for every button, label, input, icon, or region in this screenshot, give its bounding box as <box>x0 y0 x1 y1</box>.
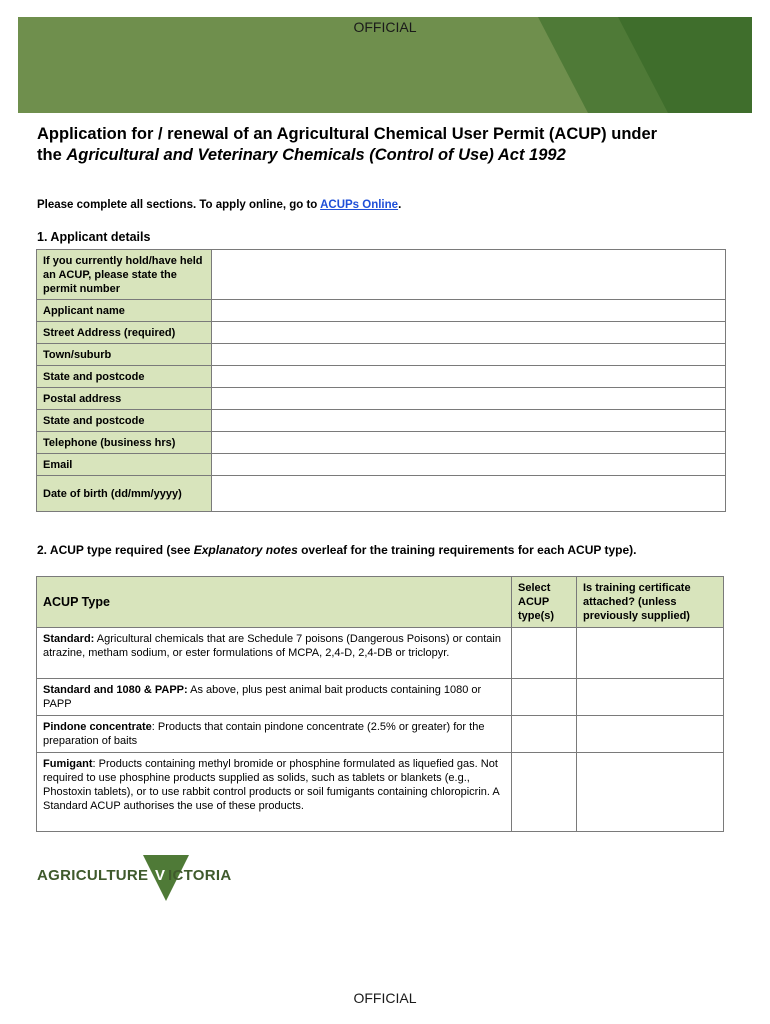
applicant-details-table <box>36 249 726 512</box>
section1-title: 1. Applicant details <box>37 230 151 244</box>
title-line-2: the Agricultural and Veterinary Chemicals (Control of Use) Act 1992 <box>37 146 566 164</box>
row-pindone: Pindone concentrate: Products that contain pindone concentrate (2.5% or greater) for the preparation of baits <box>37 716 512 753</box>
label-state-postcode: State and postcode <box>37 366 212 388</box>
training-standard-1080-papp[interactable] <box>577 679 724 716</box>
classification-header: OFFICIAL <box>353 19 417 35</box>
label-town-suburb: Town/suburb <box>37 344 212 366</box>
header-training-certificate: Is training certificate attached? (unless previously supplied) <box>577 577 724 628</box>
logo-text-ictoria: ICTORIA <box>168 867 232 884</box>
classification-footer: OFFICIAL <box>353 990 417 1006</box>
header-acup-type: ACUP Type <box>37 577 512 628</box>
label-postal-state-postcode: State and postcode <box>37 410 212 432</box>
select-standard[interactable] <box>512 628 577 679</box>
row-standard-1080-papp: Standard and 1080 & PAPP: As above, plus pest animal bait products containing 1080 or PAPP <box>37 679 512 716</box>
logo-text-agriculture: AGRICULTURE <box>37 867 149 884</box>
select-fumigant[interactable] <box>512 753 577 832</box>
training-fumigant[interactable] <box>577 753 724 832</box>
select-pindone[interactable] <box>512 716 577 753</box>
acups-online-link[interactable]: ACUPs Online <box>320 199 399 211</box>
input-permit-number[interactable] <box>212 250 726 300</box>
input-telephone[interactable] <box>212 432 726 454</box>
input-postal-address[interactable] <box>212 388 726 410</box>
training-pindone[interactable] <box>577 716 724 753</box>
page-title <box>37 124 737 166</box>
input-applicant-name[interactable] <box>212 300 726 322</box>
header-select-type: Select ACUP type(s) <box>512 577 577 628</box>
label-permit-number: If you currently hold/have held an ACUP, please state the permit number <box>37 250 212 300</box>
label-applicant-name: Applicant name <box>37 300 212 322</box>
select-standard-1080-papp[interactable] <box>512 679 577 716</box>
logo-v-letter: V <box>155 867 166 884</box>
label-telephone: Telephone (business hrs) <box>37 432 212 454</box>
row-standard: Standard: Agricultural chemicals that are Schedule 7 poisons (Dangerous Poisons) or contain atrazine, metham sodium, or ester formulations of MCPA, 2,4-D, 2,4-DB or triclopyr. <box>37 628 512 679</box>
agriculture-victoria-logo <box>37 853 237 905</box>
label-postal-address: Postal address <box>37 388 212 410</box>
label-date-of-birth: Date of birth (dd/mm/yyyy) <box>37 476 212 512</box>
section2-title: 2. ACUP type required (see Explanatory notes overleaf for the training requirements for each ACUP type). <box>37 543 637 557</box>
input-state-postcode[interactable] <box>212 366 726 388</box>
training-standard[interactable] <box>577 628 724 679</box>
intro-text: Please complete all sections. To apply online, go to ACUPs Online. <box>37 199 402 211</box>
row-fumigant: Fumigant: Products containing methyl bromide or phosphine formulated as liquefied gas. Not required to use phosphine products supplied as solids, such as tablets or blankets (e.g., Phostoxin tablets), or to use rabbit control products or soil fumigants containing chloropicrin. A Standard ACUP authorises the use of these products. <box>37 753 512 832</box>
input-street-address[interactable] <box>212 322 726 344</box>
label-email: Email <box>37 454 212 476</box>
title-line-1: Application for / renewal of an Agricultural Chemical User Permit (ACUP) under <box>37 125 658 143</box>
input-town-suburb[interactable] <box>212 344 726 366</box>
acup-type-table <box>36 576 724 832</box>
input-email[interactable] <box>212 454 726 476</box>
label-street-address: Street Address (required) <box>37 322 212 344</box>
input-date-of-birth[interactable] <box>212 476 726 512</box>
act-name: Agricultural and Veterinary Chemicals (Control of Use) Act 1992 <box>66 146 566 164</box>
input-postal-state-postcode[interactable] <box>212 410 726 432</box>
